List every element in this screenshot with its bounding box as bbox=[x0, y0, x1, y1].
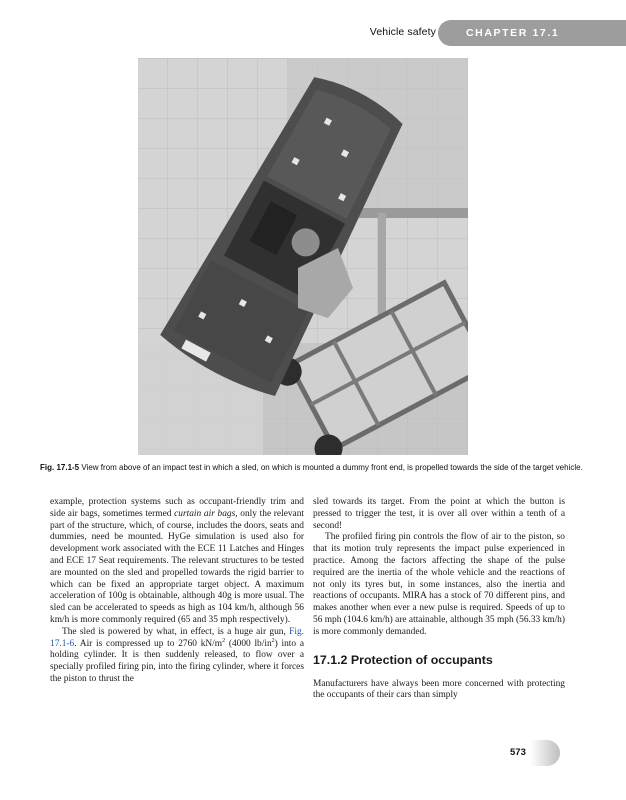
figure-caption bbox=[40, 463, 586, 473]
left-column bbox=[50, 497, 304, 686]
paragraph bbox=[50, 627, 304, 686]
text-run: example, protection systems such as occupant-friendly trim and side air bags, sometimes termed bbox=[50, 497, 304, 519]
figure-reference-link[interactable]: Fig. 17.1-6 bbox=[50, 626, 304, 649]
paragraph: Manufacturers have always been more concerned with protecting the occupants of their cars than simply bbox=[313, 678, 565, 701]
paragraph: sled towards its target. From the point at which the button is pressed to trigger the test, it is over all over within a tenth of a second! bbox=[313, 497, 565, 531]
running-header-section: Vehicle safety bbox=[369, 26, 436, 38]
chapter-label: CHAPTER 17.1 bbox=[466, 27, 560, 39]
paragraph bbox=[50, 497, 304, 627]
superscript: 2 bbox=[271, 637, 275, 644]
text-run: , only the relevant part of the structure, which, of course, includes the doors, seats and dummies, need be mounted. HyGe simulation is used also for development work associated with the ECE 11 Latches and Hinges and ECE 17 Seat requirements. The relevant structures to be tested are mounted on the sled and propelled towards the rigid barrier to which can be fixed an appropriate target object. A maximum acceleration of 100g is obtainable, although 40g is more usual. The sled can be accelerated to speeds as high as 104 km/h, although 56 km/h is more commonly required (65 and 35 mph respectively). bbox=[50, 508, 304, 625]
text-run: ) into a holding cylinder. It is then suddenly released, to flow over a specially profiled firing pin, into the firing cylinder, where it forces the piston to thrust the bbox=[50, 638, 305, 684]
text-run: The sled is powered by what, in effect, is a huge air gun, bbox=[62, 626, 290, 637]
impact-test-illustration bbox=[138, 58, 468, 455]
page-number-tab bbox=[530, 740, 560, 766]
figure-caption-text: View from above of an impact test in which a sled, on which is mounted a dummy front end, is propelled towards the side of the target vehicle. bbox=[81, 463, 583, 472]
section-heading: 17.1.2 Protection of occupants bbox=[313, 652, 493, 667]
page-number: 573 bbox=[510, 747, 526, 758]
text-run: (4000 lb/in bbox=[225, 638, 272, 649]
paragraph: The profiled firing pin controls the flow of air to the piston, so that its motion truly represents the impact pulse experienced in practice. Among the factors affecting the shape of the pulse required are the inertia of the whole vehicle and the reactions of not only its tyres but, in some instances, also the inertia and reactions of occupants. MIRA has a stock of 70 different pins, and makes another when ever a new pulse is required. Speeds of up to 56 mph (104.6 km/h) are attainable, although 35 mph (56.33 km/h) is more commonly demanded. bbox=[313, 532, 565, 637]
impact-test-photo bbox=[138, 58, 468, 455]
figure-label: Fig. 17.1-5 bbox=[40, 463, 80, 472]
right-column bbox=[313, 497, 565, 702]
text-run: . Air is compressed up to 2760 kN/m bbox=[74, 638, 223, 649]
emphasis-text: curtain air bags bbox=[174, 508, 236, 519]
superscript: 2 bbox=[222, 637, 226, 644]
